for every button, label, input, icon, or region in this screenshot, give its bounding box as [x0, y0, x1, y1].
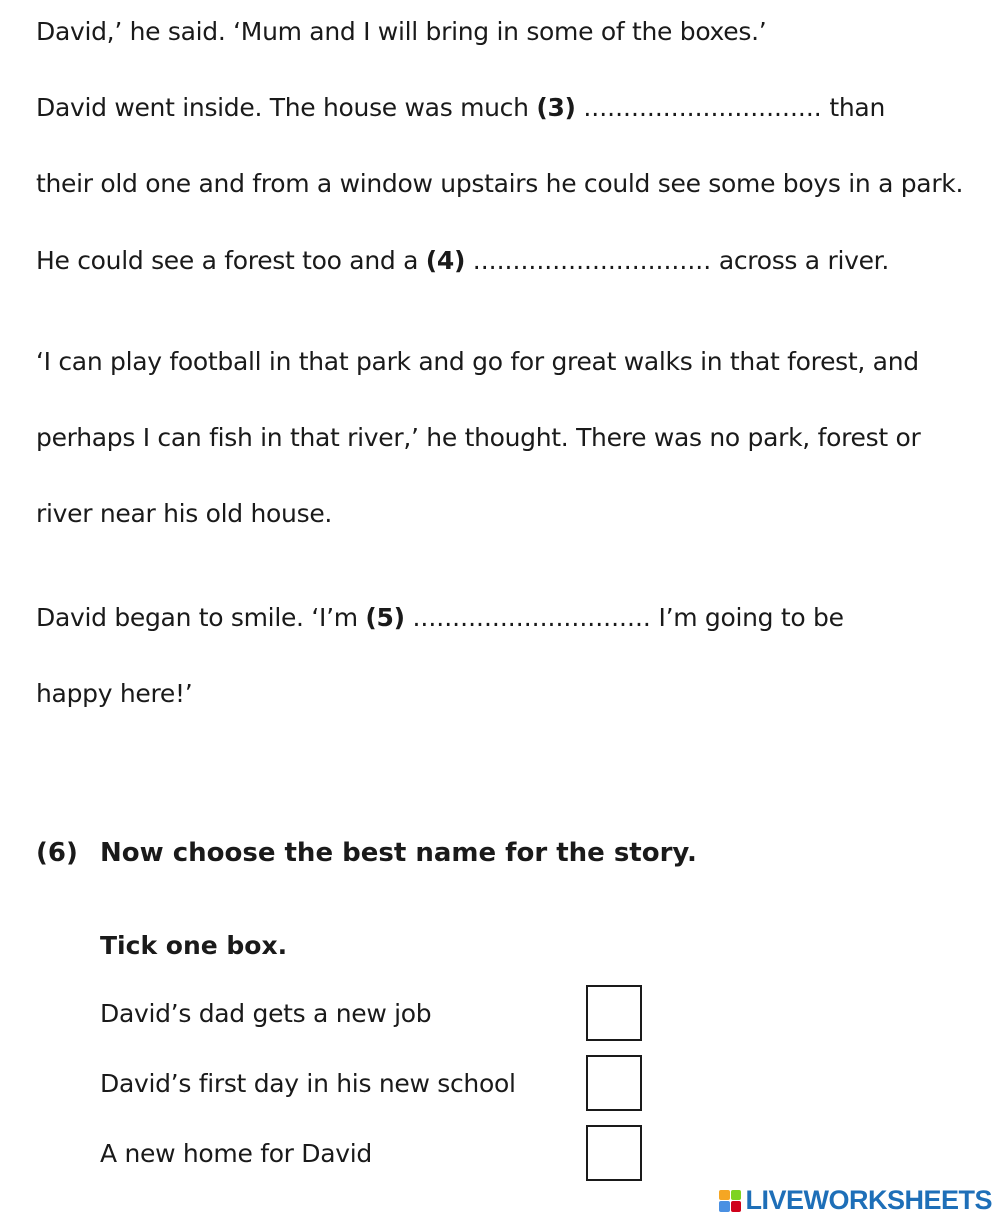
line-8-end: I’m going to be [650, 603, 844, 632]
gap-3-answer[interactable]: .............................. [583, 93, 822, 122]
gap-5-number: (5) [365, 603, 405, 632]
passage-line-7: river near his old house. [36, 499, 333, 528]
passage-line-8 [36, 602, 844, 634]
line-8-text: David began to smile. ‘I’m [36, 603, 366, 632]
line-4-end: across a river. [711, 246, 890, 275]
option-label-2: David’s first day in his new school [100, 1069, 516, 1098]
tick-instruction: Tick one box. [100, 931, 288, 960]
line-2-text: David went inside. The house was much [36, 93, 537, 122]
line-2-end: than [821, 93, 885, 122]
passage-line-1: David,’ he said. ‘Mum and I will bring in some of the boxes.’ [36, 17, 767, 46]
line-4-text: He could see a forest too and a [36, 246, 426, 275]
brand-watermark [719, 1185, 992, 1216]
logo-square-3 [719, 1201, 730, 1212]
gap-4-answer[interactable]: .............................. [472, 246, 712, 275]
question-text: Now choose the best name for the story. [100, 838, 697, 868]
logo-square-1 [719, 1190, 730, 1201]
question-heading [36, 836, 697, 870]
logo-square-2 [731, 1190, 742, 1201]
passage-line-5: ‘I can play football in that park and go for great walks in that forest, and [36, 347, 919, 376]
passage-line-9: happy here!’ [36, 679, 193, 708]
option-checkbox-3[interactable] [586, 1125, 642, 1181]
brand-name: LIVEWORKSHEETS [745, 1185, 992, 1215]
question-number: (6) [36, 838, 78, 868]
passage-line-2 [36, 92, 885, 124]
brand-logo-icon [719, 1190, 741, 1212]
option-label-1: David’s dad gets a new job [100, 999, 432, 1028]
passage-line-3: their old one and from a window upstairs he could see some boys in a park. [36, 169, 964, 198]
option-checkbox-2[interactable] [586, 1055, 642, 1111]
gap-4-number: (4) [425, 246, 466, 275]
passage-line-4 [36, 245, 889, 277]
option-label-3: A new home for David [100, 1139, 372, 1168]
option-checkbox-1[interactable] [586, 985, 642, 1041]
gap-3-number: (3) [536, 93, 576, 122]
logo-square-4 [731, 1201, 742, 1212]
gap-5-answer[interactable]: .............................. [412, 603, 651, 632]
passage-line-6: perhaps I can fish in that river,’ he thought. There was no park, forest or [36, 423, 921, 452]
